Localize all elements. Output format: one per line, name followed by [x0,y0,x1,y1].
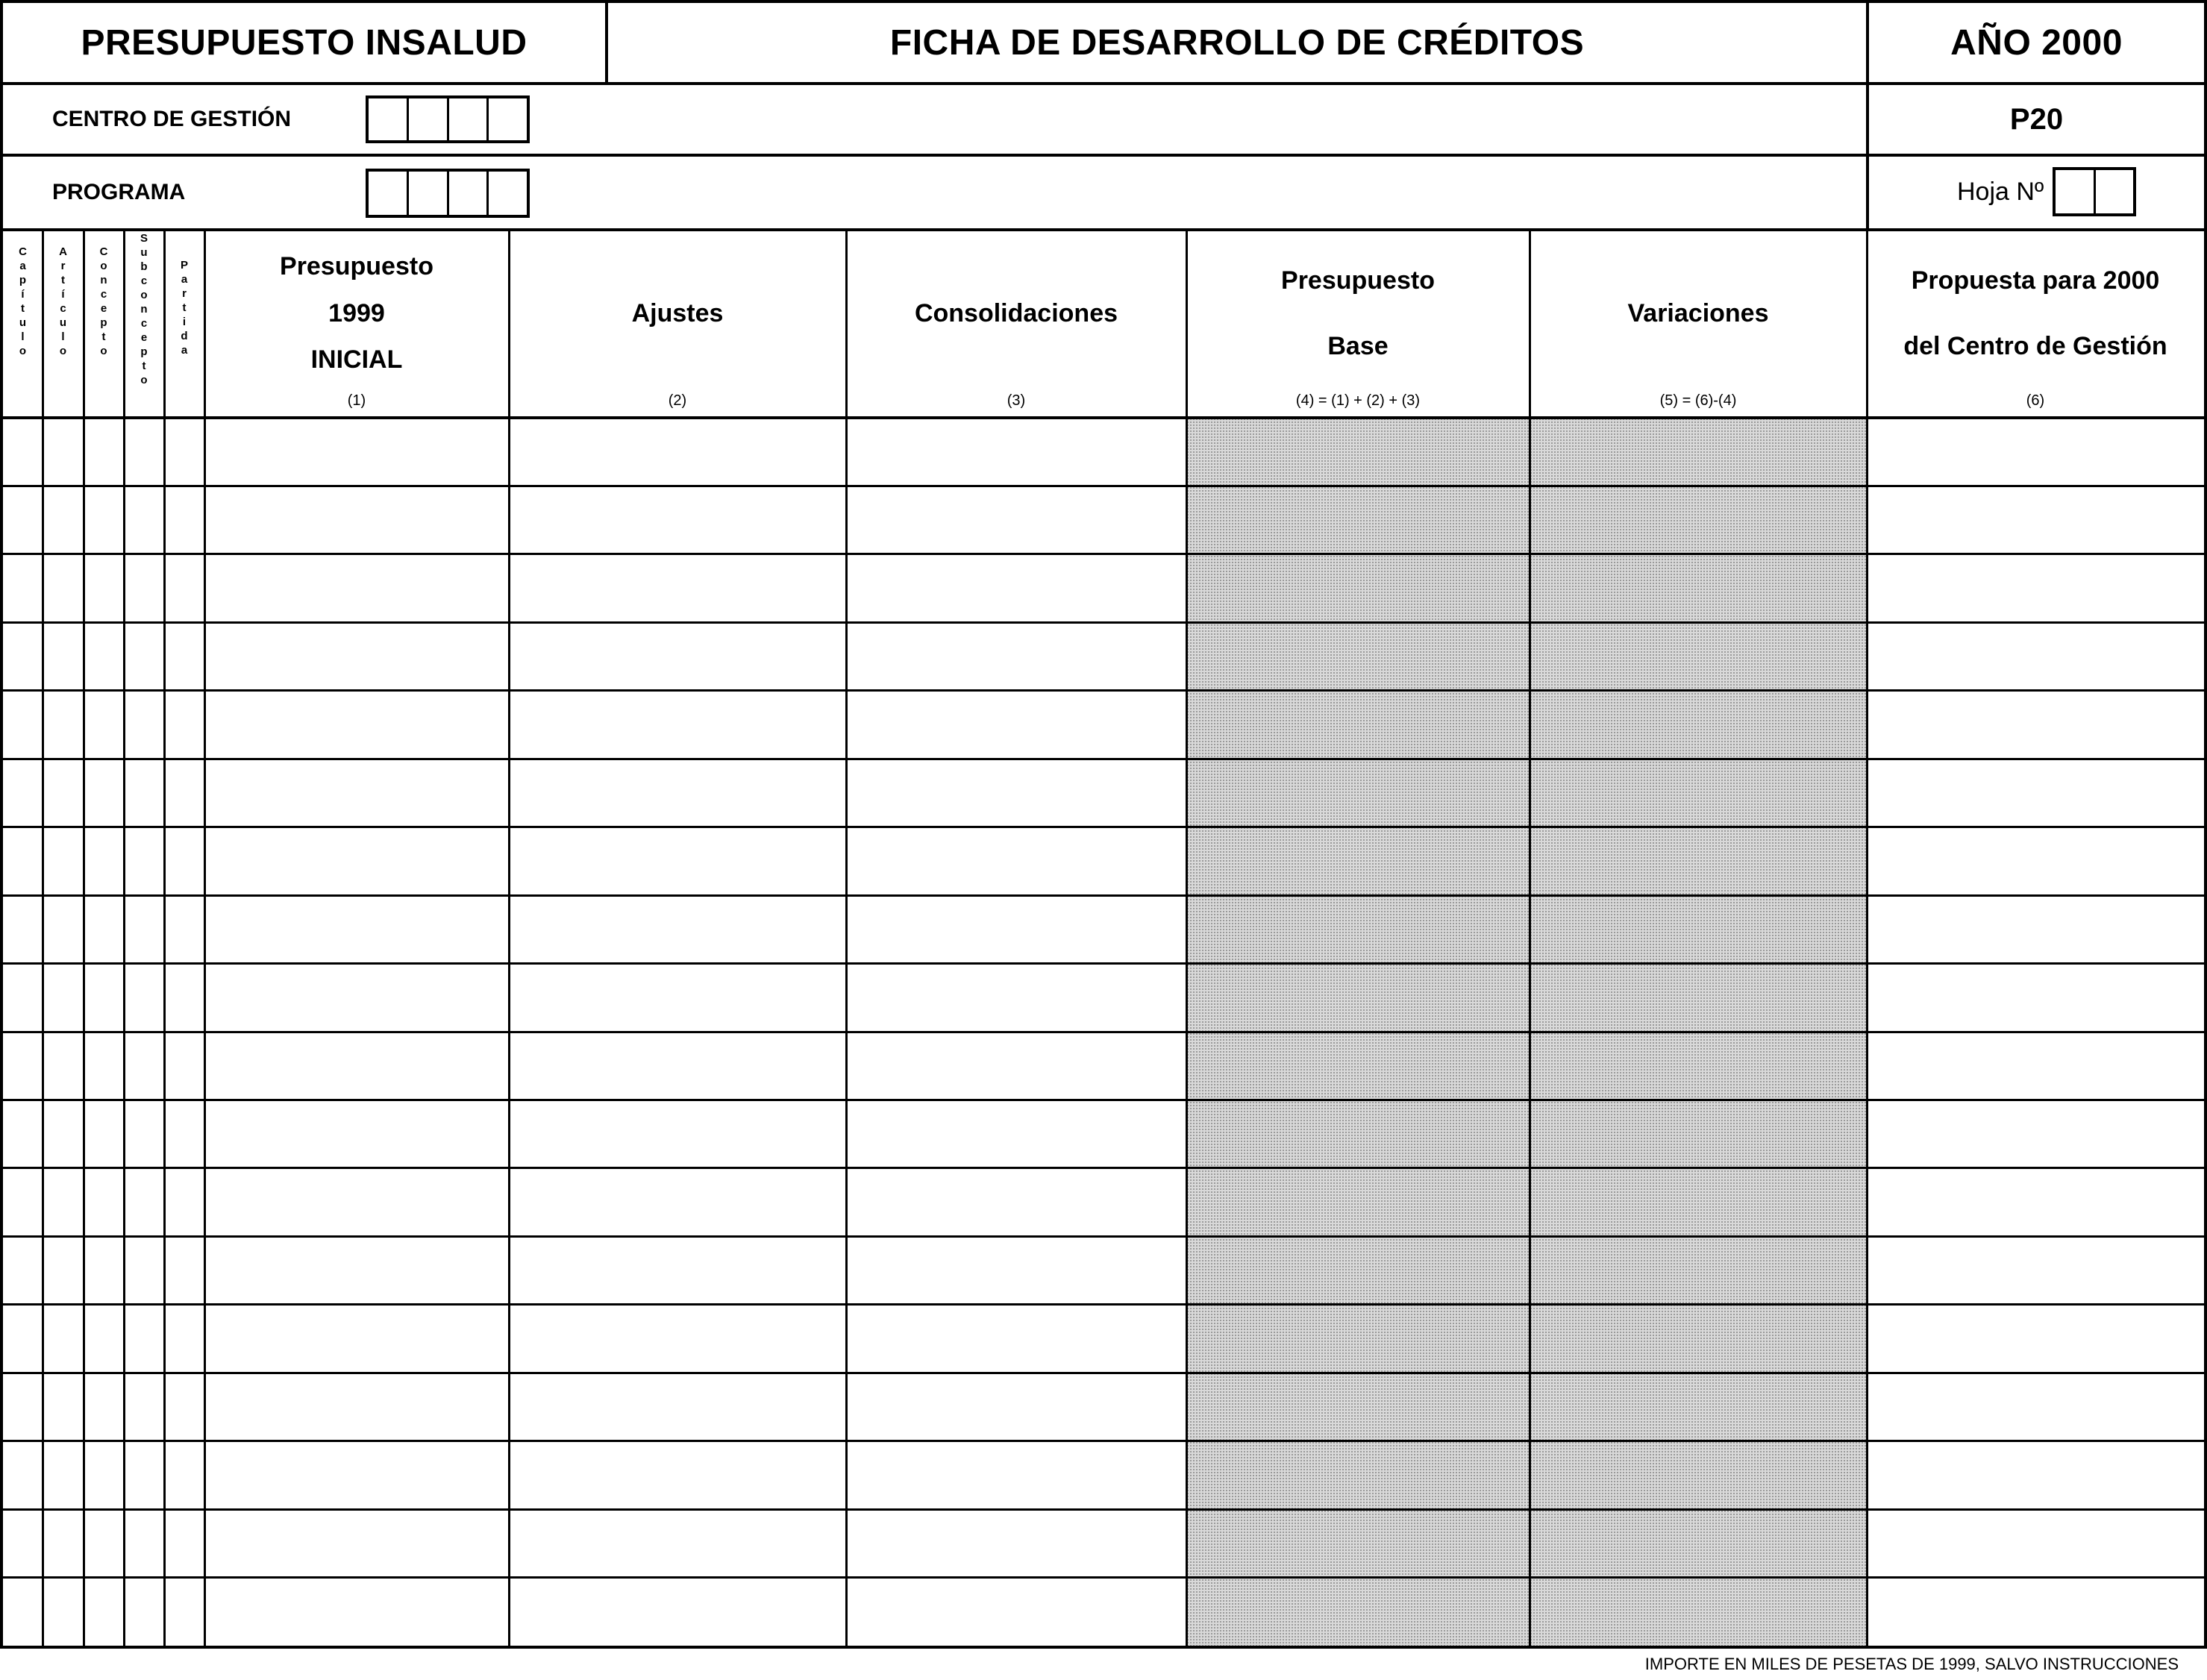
table-cell[interactable] [124,1373,164,1441]
table-cell[interactable] [1867,554,2204,622]
table-cell[interactable] [43,1100,84,1167]
left-title: PRESUPUESTO INSALUD [0,0,608,85]
programa-label: PROGRAMA [52,180,186,204]
code-column-letter: í [21,288,25,301]
footer-note: IMPORTE EN MILES DE PESETAS DE 1999, SALVO INSTRUCCIONES [1644,1655,2179,1673]
column-header-line: Base [1327,332,1389,360]
table-cell[interactable] [3,691,43,759]
code-column-letter: i [182,316,187,328]
table-cell[interactable] [846,1578,1186,1646]
programa-code-boxes[interactable] [366,169,530,218]
table-cell[interactable] [84,1032,124,1100]
table-cell[interactable] [164,1305,204,1373]
table-cell[interactable] [846,759,1186,827]
column-number: (2) [668,392,687,409]
code-column-letter: C [99,245,108,258]
code-column-letter: o [59,345,67,357]
code-column-letter: a [19,260,26,272]
table-cell[interactable] [164,1578,204,1646]
programa-row [0,154,1869,231]
code-column-letter: b [140,260,148,273]
table-cell[interactable] [43,827,84,895]
column-header [1867,231,2204,395]
table-cell[interactable] [1867,895,2204,963]
column-header [204,231,509,395]
code-column-letter: t [142,360,146,372]
code-column-letter: d [181,330,188,342]
column-number: (3) [1007,392,1026,409]
table-cell[interactable] [3,827,43,895]
table-cell[interactable] [204,1578,509,1646]
table-cell[interactable] [1186,1373,1530,1441]
table-cell[interactable] [84,554,124,622]
table-cell[interactable] [846,1100,1186,1167]
table-cell[interactable] [846,1032,1186,1100]
column-number: (5) = (6)-(4) [1659,392,1737,409]
table-cell[interactable] [1530,622,1867,690]
table-cell[interactable] [3,759,43,827]
table-cell[interactable] [1186,1305,1530,1373]
table-cell[interactable] [43,622,84,690]
table-cell[interactable] [43,964,84,1032]
table-cell[interactable] [204,622,509,690]
code-column-letter: p [19,274,27,286]
table-cell[interactable] [124,418,164,486]
table-cell[interactable] [3,418,43,486]
table-cell[interactable] [509,759,846,827]
table-cell[interactable] [3,1441,43,1509]
table-cell[interactable] [1530,759,1867,827]
table-cell[interactable] [164,964,204,1032]
table-cell[interactable] [3,1509,43,1577]
table-cell[interactable] [1186,1509,1530,1577]
code-column-letter: e [100,302,107,315]
table-cell[interactable] [1530,1032,1867,1100]
code-column-header [164,231,204,418]
table-cell[interactable] [3,1168,43,1236]
center-title: FICHA DE DESARROLLO DE CRÉDITOS [605,0,1869,85]
table-cell[interactable] [124,1032,164,1100]
table-cell[interactable] [84,1305,124,1373]
code-column-letter: e [140,331,148,344]
table-cell[interactable] [846,895,1186,963]
code-column-letter: c [140,275,148,287]
hoja-label: Hoja Nº [1957,178,2044,206]
table-cell[interactable] [84,1578,124,1646]
column-header-line: 1999 [328,298,385,327]
table-cell[interactable] [84,622,124,690]
table-cell[interactable] [204,895,509,963]
code-column-letter: u [59,316,67,329]
code-box[interactable] [489,172,527,215]
table-cell[interactable] [124,1100,164,1167]
code-box[interactable] [449,98,489,140]
table-cell[interactable] [1867,418,2204,486]
table-cell[interactable] [1867,691,2204,759]
code-column-letter: t [101,330,106,343]
table-cell[interactable] [84,1373,124,1441]
code-box[interactable] [369,172,409,215]
centro-code-boxes[interactable] [366,95,530,143]
table-cell[interactable] [3,1305,43,1373]
table-cell[interactable] [204,1441,509,1509]
code-column-letter: o [140,374,148,386]
code-column-letter: c [140,317,148,330]
code-column-letter: a [181,273,188,286]
table-cell[interactable] [1530,1236,1867,1304]
code-column-letter: r [60,260,66,272]
table-cell[interactable] [164,554,204,622]
table-cell[interactable] [1186,1578,1530,1646]
table-cell[interactable] [204,827,509,895]
code-column-header [124,231,164,418]
table-cell[interactable] [509,622,846,690]
code-column-letter: P [180,259,188,272]
table-cell[interactable] [84,691,124,759]
table-cell[interactable] [1867,622,2204,690]
table-cell[interactable] [3,895,43,963]
table-cell[interactable] [43,1578,84,1646]
centro-label: CENTRO DE GESTIÓN [52,107,292,131]
table-cell[interactable] [509,486,846,554]
column-header [1186,231,1530,395]
column-header-line: Consolidaciones [914,298,1118,327]
table-cell[interactable] [84,1236,124,1304]
column-header-line: del Centro de Gestión [1903,332,2167,360]
table-cell[interactable] [846,1373,1186,1441]
table-cell[interactable] [846,827,1186,895]
column-number: (6) [2026,392,2045,409]
table-cell[interactable] [204,1032,509,1100]
form-header [0,0,2207,231]
table-cell[interactable] [84,1100,124,1167]
table-cell[interactable] [1530,964,1867,1032]
code-box[interactable] [409,172,449,215]
table-cell[interactable] [1530,486,1867,554]
table-cell[interactable] [84,827,124,895]
year-title: AÑO 2000 [1866,0,2207,85]
code-column-letter: n [100,274,107,286]
table-cell[interactable] [124,1578,164,1646]
table-cell[interactable] [509,1100,846,1167]
column-header-line: Ajustes [631,298,724,327]
table-cell[interactable] [509,1305,846,1373]
table-cell[interactable] [1186,486,1530,554]
table-cell[interactable] [43,1509,84,1577]
column-header-line: Presupuesto [1281,266,1435,295]
table-cell[interactable] [43,1441,84,1509]
table-cell[interactable] [1867,1032,2204,1100]
table-cell[interactable] [1867,1441,2204,1509]
table-cell[interactable] [84,895,124,963]
table-cell[interactable] [509,1168,846,1236]
table-cell[interactable] [846,418,1186,486]
code-column-letter: c [60,302,66,315]
table-cell[interactable] [164,1236,204,1304]
table-cell[interactable] [124,964,164,1032]
table-cell[interactable] [204,964,509,1032]
table-cell[interactable] [1530,827,1867,895]
column-header [1530,231,1867,395]
code-box[interactable] [409,98,449,140]
table-cell[interactable] [1530,1100,1867,1167]
table-cell[interactable] [846,1305,1186,1373]
table-cell[interactable] [3,486,43,554]
table-cell[interactable] [1867,827,2204,895]
table-cell[interactable] [1867,1373,2204,1441]
table-cell[interactable] [164,1509,204,1577]
table-cell[interactable] [124,759,164,827]
form-code: P20 [1866,82,2207,157]
code-column-letter: o [100,260,107,272]
table-cell[interactable] [3,964,43,1032]
code-column-letter: t [21,302,25,315]
table-cell[interactable] [164,691,204,759]
code-column-letter: c [100,288,107,301]
table-cell[interactable] [1186,691,1530,759]
column-header-line: Propuesta para 2000 [1911,266,2160,295]
table-cell[interactable] [3,554,43,622]
table-cell[interactable] [43,418,84,486]
table-cell[interactable] [1186,759,1530,827]
table-cell[interactable] [1867,1509,2204,1577]
code-column-letter: p [140,345,148,358]
table-cell[interactable] [84,1168,124,1236]
table-cell[interactable] [1186,1236,1530,1304]
table-cell[interactable] [509,964,846,1032]
table-cell[interactable] [846,964,1186,1032]
centro-row [0,82,1869,157]
table-cell[interactable] [204,1236,509,1304]
table-cell[interactable] [3,622,43,690]
code-column-letter: t [182,301,187,314]
table-cell[interactable] [509,1236,846,1304]
table-cell[interactable] [1867,1305,2204,1373]
table-cell[interactable] [1867,1236,2204,1304]
table-cell[interactable] [204,418,509,486]
table-cell[interactable] [509,554,846,622]
code-column-letter: p [100,316,107,329]
table-cell[interactable] [124,1441,164,1509]
code-column-letter: l [21,330,25,343]
code-box[interactable] [489,98,527,140]
table-cell[interactable] [164,622,204,690]
table-cell[interactable] [509,691,846,759]
table-cell[interactable] [1867,486,2204,554]
code-column-header [3,231,43,418]
table-cell[interactable] [1530,554,1867,622]
code-column-letter: S [140,232,148,245]
table-cell[interactable] [3,1373,43,1441]
table-cell[interactable] [1530,1168,1867,1236]
table-cell[interactable] [1530,1441,1867,1509]
table-cell[interactable] [1186,622,1530,690]
table-cell[interactable] [1530,418,1867,486]
table-cell[interactable] [204,1509,509,1577]
table-cell[interactable] [164,418,204,486]
table-cell[interactable] [204,1100,509,1167]
table-cell[interactable] [1186,1032,1530,1100]
table-cell[interactable] [43,691,84,759]
code-column-letter: n [140,303,148,316]
table-cell[interactable] [204,1373,509,1441]
code-column-header [84,231,124,418]
table-cell[interactable] [43,895,84,963]
code-column-letter: u [19,316,27,329]
code-column-letter: t [61,274,65,286]
table-cell[interactable] [43,1373,84,1441]
table-cell[interactable] [84,1441,124,1509]
table-cell[interactable] [846,691,1186,759]
code-box[interactable] [449,172,489,215]
code-box[interactable] [2096,170,2134,213]
table-cell[interactable] [3,1100,43,1167]
table-cell[interactable] [509,1441,846,1509]
table-cell[interactable] [43,1032,84,1100]
table-cell[interactable] [164,759,204,827]
table-cell[interactable] [509,895,846,963]
table-cell[interactable] [846,486,1186,554]
table-cell[interactable] [204,691,509,759]
column-number: (4) = (1) + (2) + (3) [1295,392,1421,409]
table-cell[interactable] [846,1509,1186,1577]
table-cell[interactable] [124,827,164,895]
table-cell[interactable] [1186,1441,1530,1509]
table-cell[interactable] [84,1509,124,1577]
table-cell[interactable] [204,1305,509,1373]
code-column-letter: C [19,245,27,258]
table-cell[interactable] [124,1509,164,1577]
table-cell[interactable] [3,1032,43,1100]
code-column-letter: u [140,246,148,259]
column-header-line: Variaciones [1627,298,1769,327]
column-header [509,231,846,395]
column-header [846,231,1186,395]
table-cell[interactable] [124,622,164,690]
table-cell[interactable] [1867,1168,2204,1236]
table-cell[interactable] [509,418,846,486]
table-cell[interactable] [124,895,164,963]
table-cell[interactable] [509,1509,846,1577]
table-cell[interactable] [164,895,204,963]
table-cell[interactable] [1186,827,1530,895]
table-cell[interactable] [1530,1578,1867,1646]
table-cell[interactable] [124,1305,164,1373]
table-cell[interactable] [43,1305,84,1373]
hoja-cell [1866,154,2207,231]
table-cell[interactable] [124,486,164,554]
table-cell[interactable] [846,1168,1186,1236]
table-cell[interactable] [124,554,164,622]
table-cell[interactable] [164,1032,204,1100]
table-cell[interactable] [1186,418,1530,486]
code-column-letter: l [61,330,65,343]
code-column-letter: r [182,287,187,300]
code-box[interactable] [369,98,409,140]
table-cell[interactable] [1186,964,1530,1032]
table-cell[interactable] [84,964,124,1032]
table-cell[interactable] [1867,759,2204,827]
table-cell[interactable] [1867,1578,2204,1646]
table-cell[interactable] [124,1168,164,1236]
table-cell[interactable] [84,486,124,554]
table-cell[interactable] [1186,1168,1530,1236]
table-cell[interactable] [3,1578,43,1646]
table-cell[interactable] [43,1236,84,1304]
table-cell[interactable] [509,1578,846,1646]
table-cell[interactable] [124,1236,164,1304]
table-cell[interactable] [204,759,509,827]
table-cell[interactable] [1867,964,2204,1032]
table-cell[interactable] [1530,1373,1867,1441]
code-column-letter: A [59,245,67,258]
table-cell[interactable] [509,1032,846,1100]
table-cell[interactable] [1186,895,1530,963]
table-cell[interactable] [43,1168,84,1236]
table-cell[interactable] [846,1236,1186,1304]
table-cell[interactable] [1530,895,1867,963]
column-header-line: Presupuesto [280,251,433,280]
table-cell[interactable] [43,486,84,554]
table-cell[interactable] [846,622,1186,690]
table-cell[interactable] [43,759,84,827]
code-column-letter: o [100,345,107,357]
code-column-header [43,231,84,418]
table-cell[interactable] [164,1441,204,1509]
code-column-letter: a [181,344,188,357]
table-cell[interactable] [846,554,1186,622]
table-cell[interactable] [204,486,509,554]
table-cell[interactable] [164,827,204,895]
column-number: (1) [347,392,366,409]
table-cell[interactable] [1530,691,1867,759]
table-cell[interactable] [204,1168,509,1236]
table-cell[interactable] [124,691,164,759]
hoja-boxes[interactable] [2053,167,2136,216]
column-header-line: INICIAL [310,345,403,374]
table-cell[interactable] [84,418,124,486]
table-cell[interactable] [509,1373,846,1441]
table-cell[interactable] [846,1441,1186,1509]
table-cell[interactable] [164,1373,204,1441]
credits-table [0,228,2207,1649]
code-column-letter: o [19,345,27,357]
code-box[interactable] [2056,170,2096,213]
table-cell[interactable] [1186,554,1530,622]
table-cell[interactable] [43,554,84,622]
table-cell[interactable] [164,1168,204,1236]
table-cell[interactable] [84,759,124,827]
table-cell[interactable] [1867,1100,2204,1167]
table-cell[interactable] [164,486,204,554]
table-cell[interactable] [164,1100,204,1167]
code-column-letter: í [61,288,65,301]
table-cell[interactable] [1530,1305,1867,1373]
table-cell[interactable] [1186,1100,1530,1167]
table-cell[interactable] [3,1236,43,1304]
table-cell[interactable] [509,827,846,895]
table-cell[interactable] [204,554,509,622]
table-cell[interactable] [1530,1509,1867,1577]
code-column-letter: o [140,289,148,301]
